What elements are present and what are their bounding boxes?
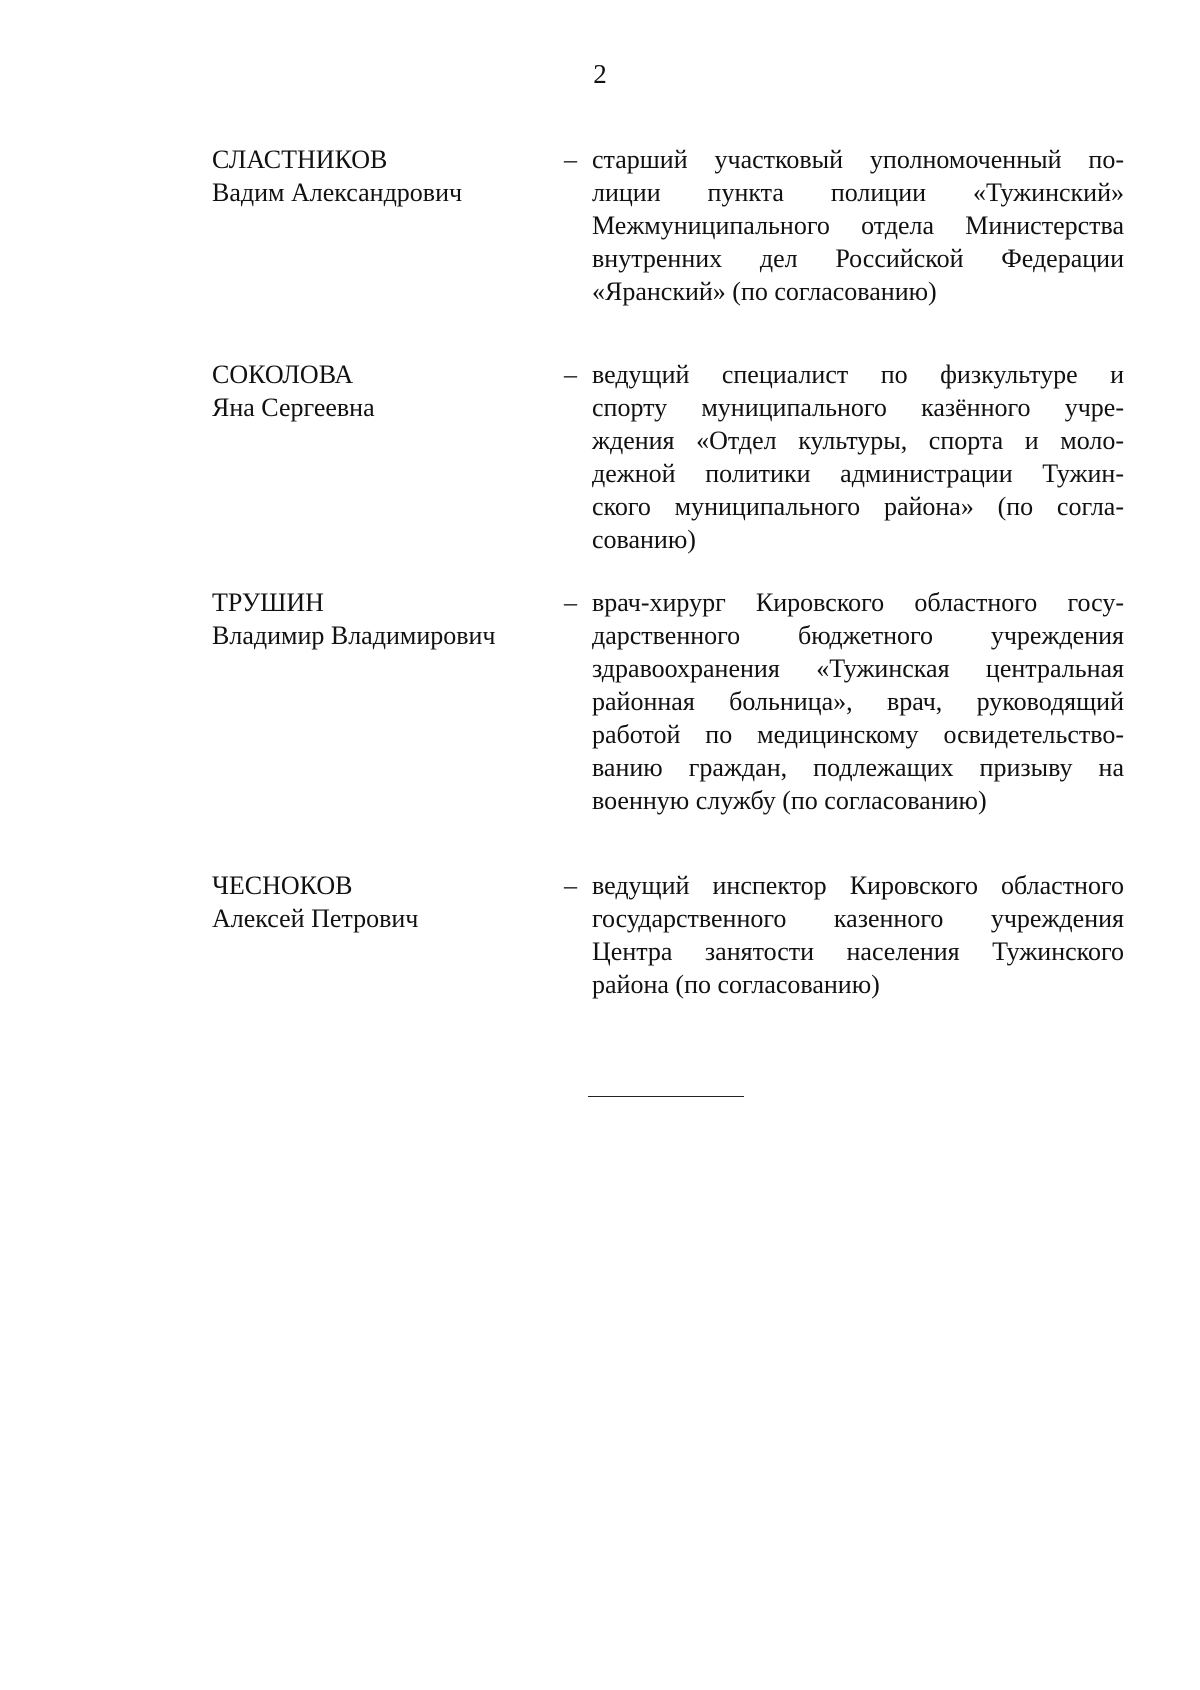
member-surname: ТРУШИН	[212, 588, 324, 617]
position-line: районная больница», врач, руководящий	[592, 687, 1124, 716]
entry-dash: –	[564, 871, 577, 900]
member-position	[592, 586, 1124, 817]
position-line: государственного казенного учреждения	[592, 904, 1124, 933]
member-given-name: Алексей Петрович	[212, 904, 419, 933]
entry-dash: –	[564, 360, 577, 389]
entry-dash: –	[564, 588, 577, 617]
member-position	[592, 869, 1124, 1001]
position-line: спорту муниципального казённого учре-	[592, 393, 1124, 422]
member-surname: ЧЕСНОКОВ	[212, 871, 353, 900]
member-surname: СОКОЛОВА	[212, 360, 354, 389]
position-line: «Яранский» (по согласованию)	[592, 277, 937, 306]
member-name	[212, 143, 542, 209]
position-line: старший участковый уполномоченный по-	[592, 145, 1124, 174]
position-line: ведущий инспектор Кировского областного	[592, 871, 1124, 900]
position-line: ведущий специалист по физкультуре и	[592, 360, 1124, 389]
member-given-name: Яна Сергеевна	[212, 393, 375, 422]
member-name	[212, 586, 542, 652]
member-name	[212, 358, 542, 424]
position-line: дежной политики администрации Тужин-	[592, 459, 1124, 488]
position-line: Межмуниципального отдела Министерства	[592, 211, 1124, 240]
position-line: работой по медицинскому освидетельство-	[592, 720, 1124, 749]
position-line: ждения «Отдел культуры, спорта и моло-	[592, 426, 1124, 455]
member-position	[592, 358, 1124, 556]
position-line: района (по согласованию)	[592, 970, 880, 999]
member-name	[212, 869, 542, 935]
end-of-list-rule	[588, 1096, 744, 1097]
position-line: ванию граждан, подлежащих призыву на	[592, 753, 1124, 782]
position-line: врач-хирург Кировского областного госу-	[592, 588, 1124, 617]
member-given-name: Владимир Владимирович	[212, 621, 496, 650]
member-given-name: Вадим Александрович	[212, 178, 463, 207]
member-position	[592, 143, 1124, 308]
entry-dash: –	[564, 145, 577, 174]
position-line: лиции пункта полиции «Тужинский»	[592, 178, 1124, 207]
position-line: военную службу (по согласованию)	[592, 786, 987, 815]
position-line: здравоохранения «Тужинская центральная	[592, 654, 1124, 683]
position-line: дарственного бюджетного учреждения	[592, 621, 1124, 650]
position-line: ского муниципального района» (по согла-	[592, 492, 1124, 521]
position-line: внутренних дел Российской Федерации	[592, 244, 1124, 273]
page-number: 2	[593, 59, 607, 89]
member-surname: СЛАСТНИКОВ	[212, 145, 388, 174]
position-line: сованию)	[592, 525, 696, 554]
position-line: Центра занятости населения Тужинского	[592, 937, 1124, 966]
